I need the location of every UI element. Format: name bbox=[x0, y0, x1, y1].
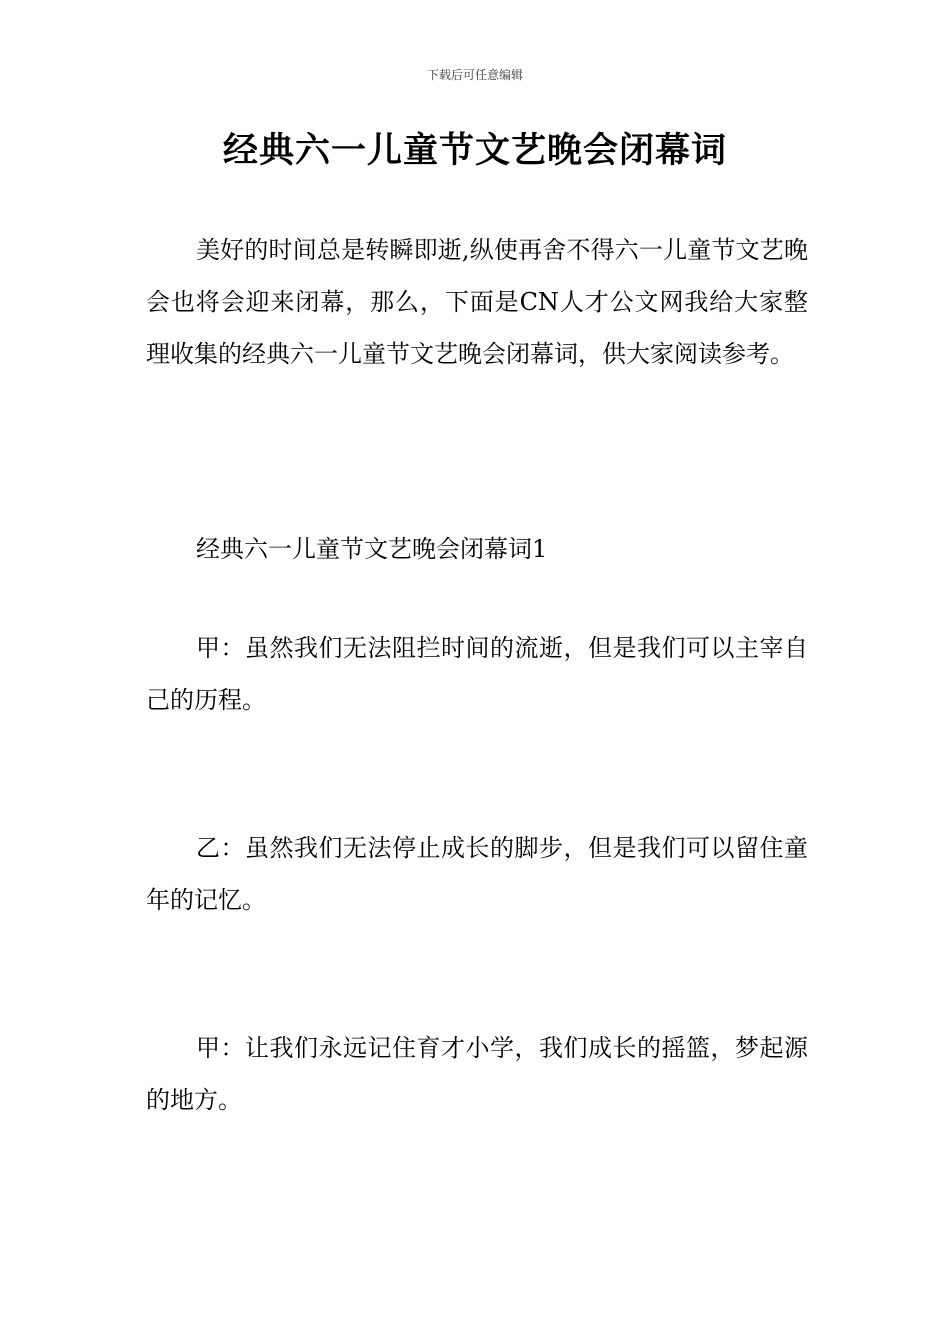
speech-line: 甲：虽然我们无法阻拦时间的流逝，但是我们可以主宰自己的历程。 bbox=[146, 634, 808, 714]
section-heading: 经典六一儿童节文艺晚会闭幕词1 bbox=[196, 535, 548, 563]
document-title: 经典六一儿童节文艺晚会闭幕词 bbox=[222, 131, 727, 171]
intro-paragraph: 美好的时间总是转瞬即逝,纵使再舍不得六一儿童节文艺晚会也将会迎来闭幕，那么，下面是CN人才公文网我给大家整理收集的经典六一儿童节文艺晚会闭幕词，供大家阅读参考。 bbox=[146, 236, 808, 368]
speech-line: 乙：虽然我们无法停止成长的脚步，但是我们可以留住童年的记忆。 bbox=[146, 834, 808, 914]
speech-line: 甲：让我们永远记住育才小学，我们成长的摇篮，梦起源的地方。 bbox=[146, 1034, 808, 1114]
header-note: 下载后可任意编辑 bbox=[426, 68, 523, 82]
